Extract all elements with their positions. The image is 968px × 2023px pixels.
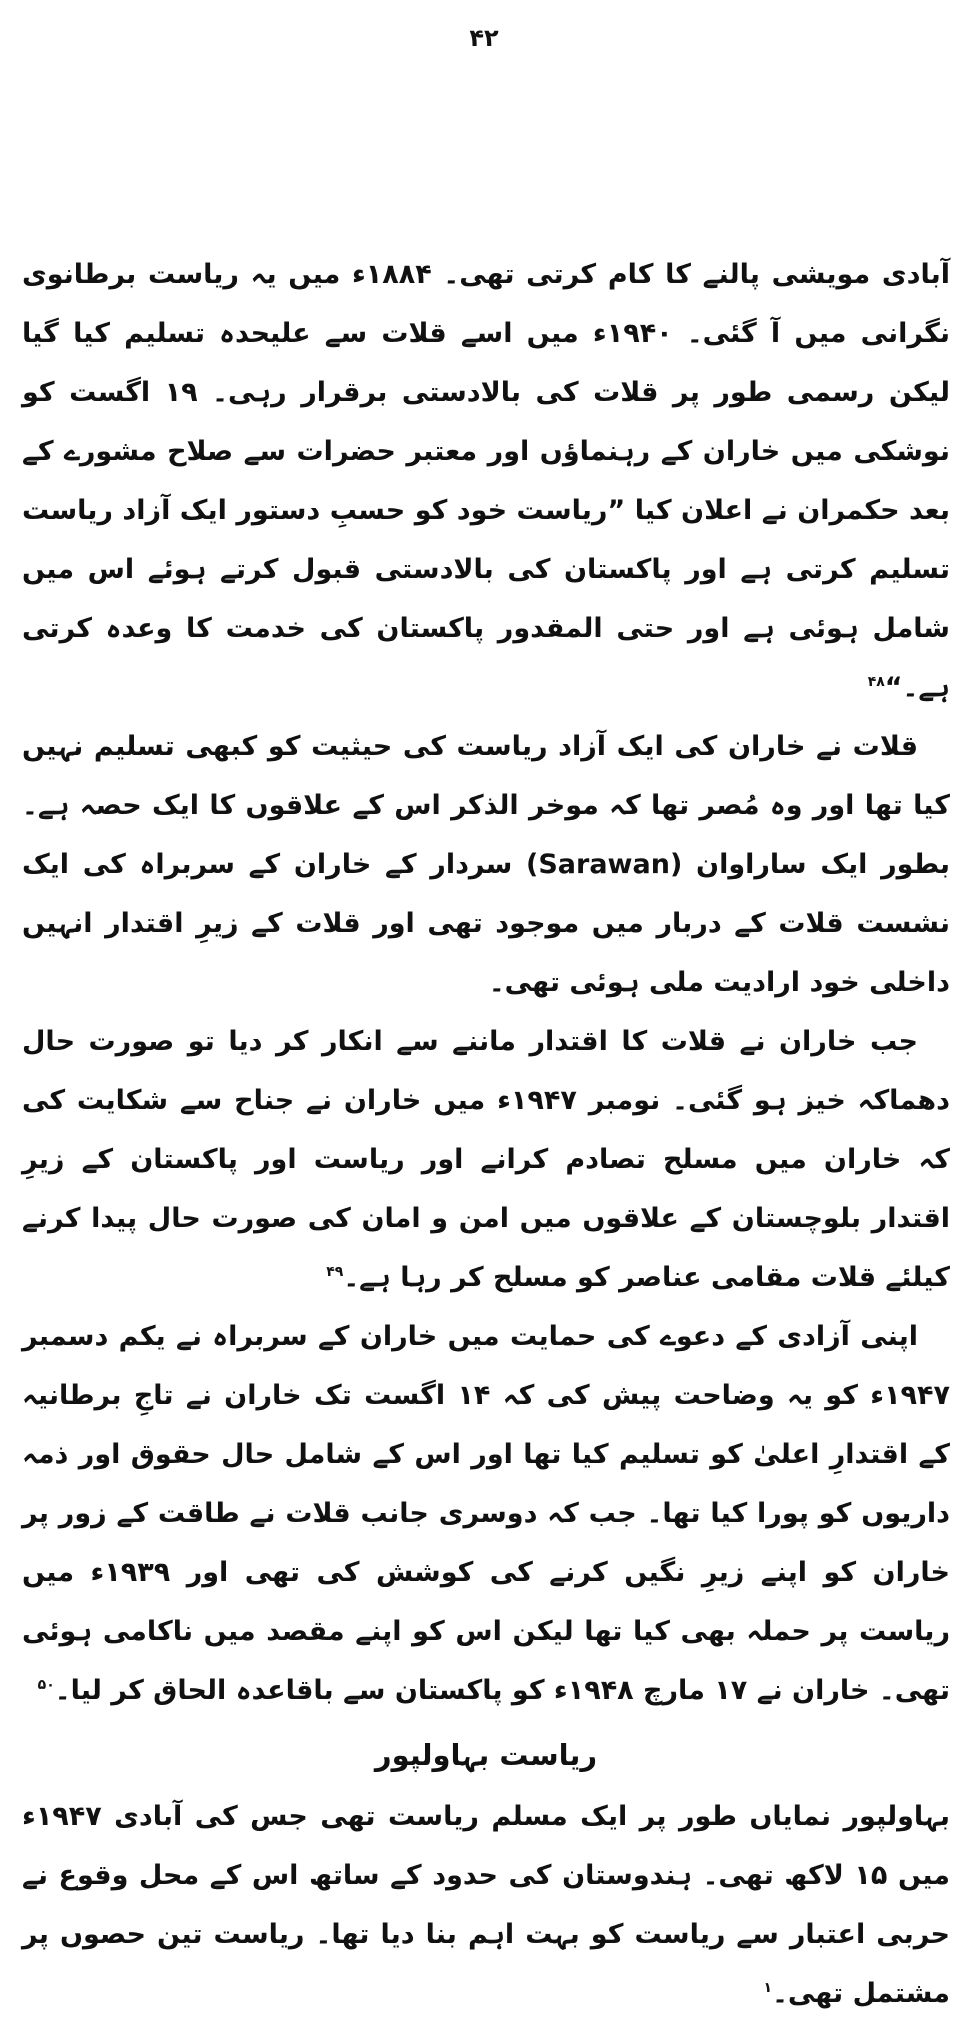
ruler-declaration-quote: ”ریاست خود کو حسبِ دستور ایک آزاد ریاست تسلیم کرتی ہے اور پاکستان کی بالادستی قبول کرتے ہوئے اس میں شامل ہوئی ہے اور حتی المقدور پاکستان کی خدمت کا وعدہ کرتی ہے۔“: [22, 495, 950, 703]
paragraph-kalat-claim: [22, 717, 950, 1012]
paragraph-bahawalpur: [22, 1787, 950, 2023]
paragraph-text: جب خاران نے قلات کا اقتدار ماننے سے انکار کر دیا تو صورت حال دھماکہ خیز ہو گئی۔ نومبر ۱۹۴۷ء میں خاران نے جناح سے شکایت کی کہ خاران میں مسلح تصادم کرانے اور ریاست اور پاکستان کے زیرِ اقتدار بلوچستان کے علاقوں میں امن و امان کی صورت حال پیدا کرنے کیلئے قلات مقامی عناصر کو مسلح کر رہا ہے۔: [22, 1026, 950, 1293]
paragraph-kharan-status: [22, 245, 950, 717]
paragraph-accession: [22, 1307, 950, 1720]
paragraph-text: اپنی آزادی کے دعوے کی حمایت میں خاران کے سربراہ نے یکم دسمبر ۱۹۴۷ء کو یہ وضاحت پیش کی کہ ۱۴ اگست تک خاران نے تاجِ برطانیہ کے اقتدارِ اعلیٰ کو تسلیم کیا تھا اور اس کے شامل حال حقوق اور ذمہ داریوں کو پورا کیا تھا۔ جب کہ دوسری جانب قلات نے طاقت کے زور پر خاران کو اپنے زیرِ نگیں کرنے کی کوشش کی تھی اور ۱۹۳۹ء میں ریاست پر حملہ بھی کیا تھا لیکن اس کو اپنے مقصد میں ناکامی ہوئی تھی۔ خاران نے ۱۷ مارچ ۱۹۴۸ء کو پاکستان سے باقاعدہ الحاق کر لیا۔: [22, 1321, 950, 1706]
section-heading: ریاست بہاولپور: [374, 1738, 598, 1772]
paragraph-text: بہاولپور نمایاں طور پر ایک مسلم ریاست تھی جس کی آبادی ۱۹۴۷ء میں ۱۵ لاکھ تھی۔ ہندوستان کی حدود کے ساتھ اس کے محل وقوع نے حربی اعتبار سے ریاست کو بہت اہم بنا دیا تھا۔ ریاست تین حصوں پر مشتمل تھی۔: [22, 1801, 950, 2009]
body-text: [22, 245, 950, 2023]
paragraph-tension: [22, 1012, 950, 1307]
paragraph-text: قلات نے خاران کی ایک آزاد ریاست کی حیثیت کو کبھی تسلیم نہیں کیا تھا اور وہ مُصر تھا کہ موخر الذکر اس کے علاقوں کا ایک حصہ ہے۔ بطور ایک ساراوان (Sarawan) سردار کے خاران کے سربراہ کی ایک نشست قلات کے دربار میں موجود تھی اور قلات کے زیرِ اقتدار انہیں داخلی خود ارادیت ملی ہوئی تھی۔: [22, 731, 951, 998]
paragraph-text: آبادی مویشی پالنے کا کام کرتی تھی۔ ۱۸۸۴ء میں یہ ریاست برطانوی نگرانی میں آ گئی۔ ۱۹۴۰ء میں اسے قلات سے علیحدہ تسلیم کیا گیا لیکن رسمی طور پر قلات کی بالادستی برقرار رہی۔ ۱۹ اگست کو نوشکی میں خاران کے رہنماؤں اور معتبر حضرات سے صلاح مشورے کے بعد حکمران نے اعلان کیا: [22, 259, 950, 526]
footnote-marker: ۴۹: [326, 1264, 344, 1280]
page-number: ۴۲: [469, 24, 499, 52]
footnote-marker: ۱: [763, 1980, 773, 1996]
footnote-marker: ۵۰: [37, 1677, 55, 1693]
footnote-marker: ۴۸: [867, 674, 885, 690]
